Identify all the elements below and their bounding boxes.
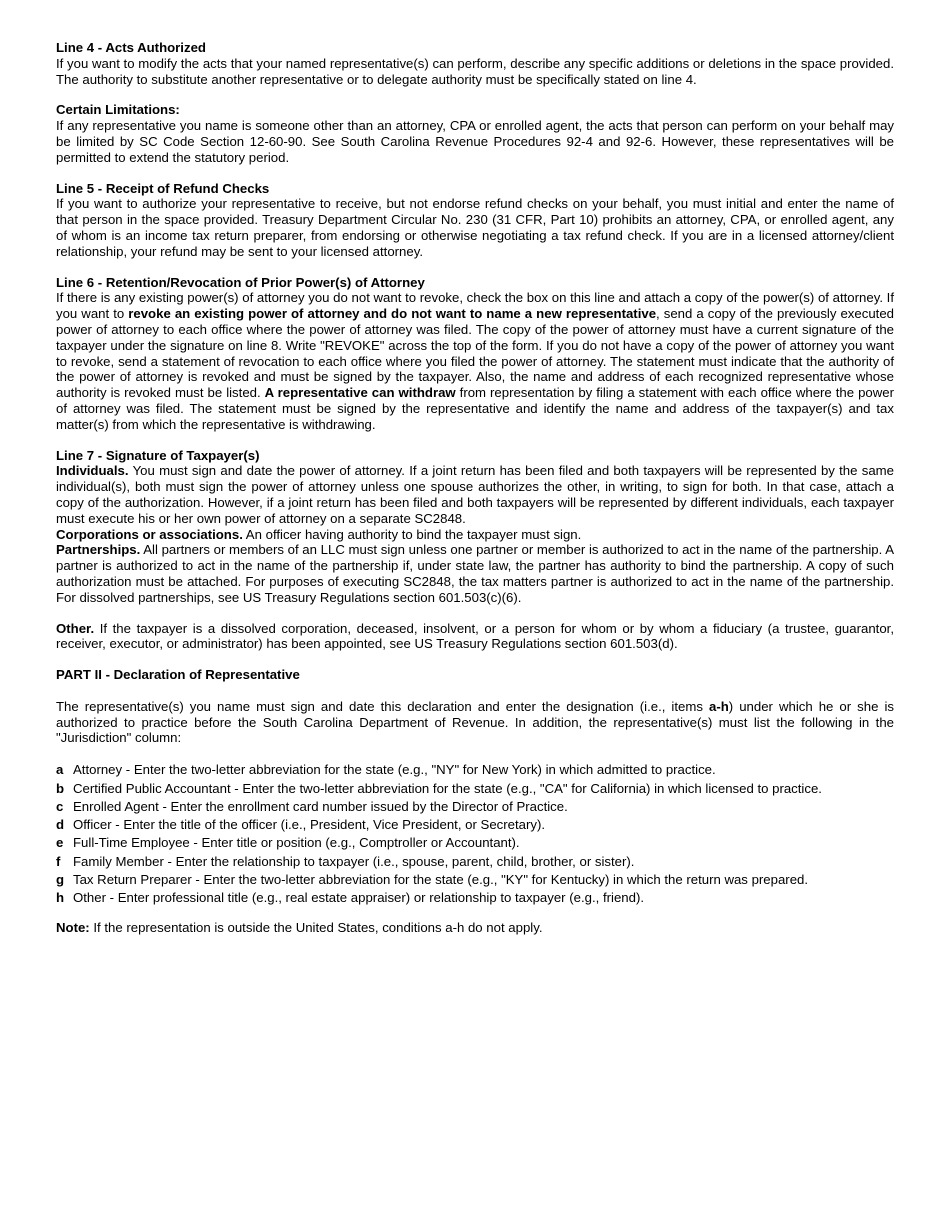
section-other — [56, 621, 894, 653]
designation-text: Enrolled Agent - Enter the enrollment card number issued by the Director of Practice. — [73, 798, 568, 814]
partnerships-body: All partners or members of an LLC must sign unless one partner or member is authorized to act in the name of the partnership. A partner is authorized to act in the name of the partnership if, under state law, the partner has authority to bind the partnership. A copy of such authorization must be attached. For purposes of executing SC2848, the tax matters partner is authorized to act in the name of the partnership. For dissolved partnerships, see US Treasury Regulations section 601.503(c)(6). — [56, 542, 894, 605]
designation-text: Full-Time Employee - Enter title or position (e.g., Comptroller or Accountant). — [73, 835, 520, 851]
limitations-heading: Certain Limitations: — [56, 102, 180, 118]
part-2-heading: PART II - Declaration of Representative — [56, 667, 300, 683]
designation-text: Tax Return Preparer - Enter the two-letter abbreviation for the state (e.g., "KY" for Kentucky) in which the return was prepared. — [73, 872, 809, 888]
designation-item — [56, 890, 894, 906]
section-part-2 — [56, 667, 894, 936]
line-6-revoke-emphasis: revoke an existing power of attorney and do not want to name a new representative — [128, 306, 657, 322]
line-5-heading: Line 5 - Receipt of Refund Checks — [56, 180, 270, 196]
part-2-intro-text-1: The representative(s) you name must sign and date this declaration and enter the designation (i.e., items — [56, 698, 709, 714]
designation-letter: h — [56, 890, 65, 906]
line-7-heading: Line 7 - Signature of Taxpayer(s) — [56, 447, 260, 463]
note-body: If the representation is outside the United States, conditions a-h do not apply. — [89, 920, 543, 936]
other-label: Other. — [56, 620, 95, 636]
other-paragraph — [56, 621, 894, 653]
corporations-paragraph — [56, 527, 894, 543]
line-6-text-2: , send a copy of the previously executed power of attorney to each office where the power of attorney was filed. The copy of the power of attorney must have a current signature of the taxpayer under the signature on line 8. Write "REVOKE" across the top of the form. If you do not have a copy of the power of attorney you want to revoke, send a statement of revocation to each office where you filed the power of attorney. The statement must indicate that the authority of the power of attorney is revoked and must be signed by the taxpayer. Also, the name and address of each recognized representative whose authority is revoked must be listed. — [56, 306, 894, 401]
designation-item — [56, 799, 894, 815]
line-5-body: If you want to authorize your representative to receive, but not endorse refund checks on your behalf, you must initial and enter the name of that person in the space provided. Treasury Department Circular No. 230 (31 CFR, Part 10) prohibits an attorney, CPA, or enrolled agent, any of whom is an income tax return preparer, from endorsing or otherwise negotiating a tax refund check. If you are in a licensed attorney/client relationship, your refund may be sent to your licensed attorney. — [56, 196, 894, 259]
line-6-text-3: from representation by filing a statement with each office where the power of attorney was filed. The statement must be signed by the representative and identify the name and address of the taxpayer(s) and tax matter(s) from which the representative is withdrawing. — [56, 385, 894, 432]
designation-item — [56, 781, 894, 797]
other-body: If the taxpayer is a dissolved corporation, deceased, insolvent, or a person for whom or by whom a fiduciary (a trustee, guarantor, receiver, executor, or administrator) has been appointed, see US Treasury Regulations section 601.503(d). — [56, 620, 894, 652]
designation-letter: a — [56, 762, 64, 778]
section-line-7 — [56, 448, 894, 606]
part-2-intro — [56, 699, 894, 746]
line-6-text-1: If there is any existing power(s) of attorney you do not want to revoke, check the box on this line and attach a copy of the power(s) of attorney. If you want to — [56, 290, 894, 322]
designation-item — [56, 817, 894, 833]
line-6-body — [56, 290, 894, 432]
designation-text: Attorney - Enter the two-letter abbreviation for the state (e.g., "NY" for New York) in which admitted to practice. — [73, 762, 716, 778]
designation-text: Family Member - Enter the relationship to taxpayer (i.e., spouse, parent, child, brother, or sister). — [73, 853, 635, 869]
individuals-paragraph — [56, 463, 894, 526]
section-line-6 — [56, 275, 894, 433]
line-6-withdraw-emphasis: A representative can withdraw — [264, 385, 456, 401]
designation-letter: d — [56, 817, 65, 833]
individuals-body: You must sign and date the power of attorney. If a joint return has been filed and both taxpayers will be represented by the same individual(s), both must sign the power of attorney unless one spouse authorizes the other, in writing, to sign for both. In that case, attach a copy of the authorization. However, if a joint return has been filed and both taxpayers will be represented by different individuals, each taxpayer must execute his or her own power of attorney on a separate SC2848. — [56, 463, 894, 526]
designation-letter: c — [56, 798, 64, 814]
designation-letter: e — [56, 835, 64, 851]
line-6-heading: Line 6 - Retention/Revocation of Prior Power(s) of Attorney — [56, 274, 425, 290]
section-line-4 — [56, 40, 894, 87]
limitations-body: If any representative you name is someone other than an attorney, CPA or enrolled agent, the acts that person can perform on your behalf may be limited by SC Code Section 12-60-90. See South Carolina Revenue Procedures 92-4 and 92-6. However, these representatives will be permitted to extend the statutory period. — [56, 118, 894, 165]
note-label: Note: — [56, 920, 90, 936]
corporations-body: An officer having authority to bind the taxpayer must sign. — [242, 526, 582, 542]
designation-item — [56, 854, 894, 870]
designation-list — [56, 762, 894, 906]
individuals-label: Individuals. — [56, 463, 129, 479]
designation-letter: g — [56, 872, 65, 888]
part-2-intro-text-2: ) under which he or she is authorized to practice before the South Carolina Department of Revenue. In addition, the representative(s) must list the following in the "Jurisdiction" column: — [56, 698, 894, 746]
line-4-body: If you want to modify the acts that your named representative(s) can perform, describe any specific additions or deletions in the space provided. The authority to substitute another representative or to delegate authority must be specifically stated on line 4. — [56, 55, 894, 87]
designation-item — [56, 835, 894, 851]
section-line-5 — [56, 181, 894, 260]
partnerships-label: Partnerships. — [56, 542, 141, 558]
designation-text: Certified Public Accountant - Enter the two-letter abbreviation for the state (e.g., "CA" for California) in which licensed to practice. — [73, 780, 822, 796]
section-certain-limitations — [56, 102, 894, 165]
designation-letter: b — [56, 780, 65, 796]
designation-item — [56, 762, 894, 778]
designation-item — [56, 872, 894, 888]
part-2-intro-items-range: a-h — [708, 698, 729, 714]
corporations-label: Corporations or associations. — [56, 526, 243, 542]
designation-text: Other - Enter professional title (e.g., real estate appraiser) or relationship to taxpayer (e.g., friend). — [73, 890, 644, 906]
partnerships-paragraph — [56, 542, 894, 605]
line-4-heading: Line 4 - Acts Authorized — [56, 40, 206, 55]
designation-text: Officer - Enter the title of the officer (i.e., President, Vice President, or Secretary). — [73, 817, 546, 833]
designation-letter: f — [56, 853, 61, 869]
note-paragraph — [56, 920, 894, 936]
